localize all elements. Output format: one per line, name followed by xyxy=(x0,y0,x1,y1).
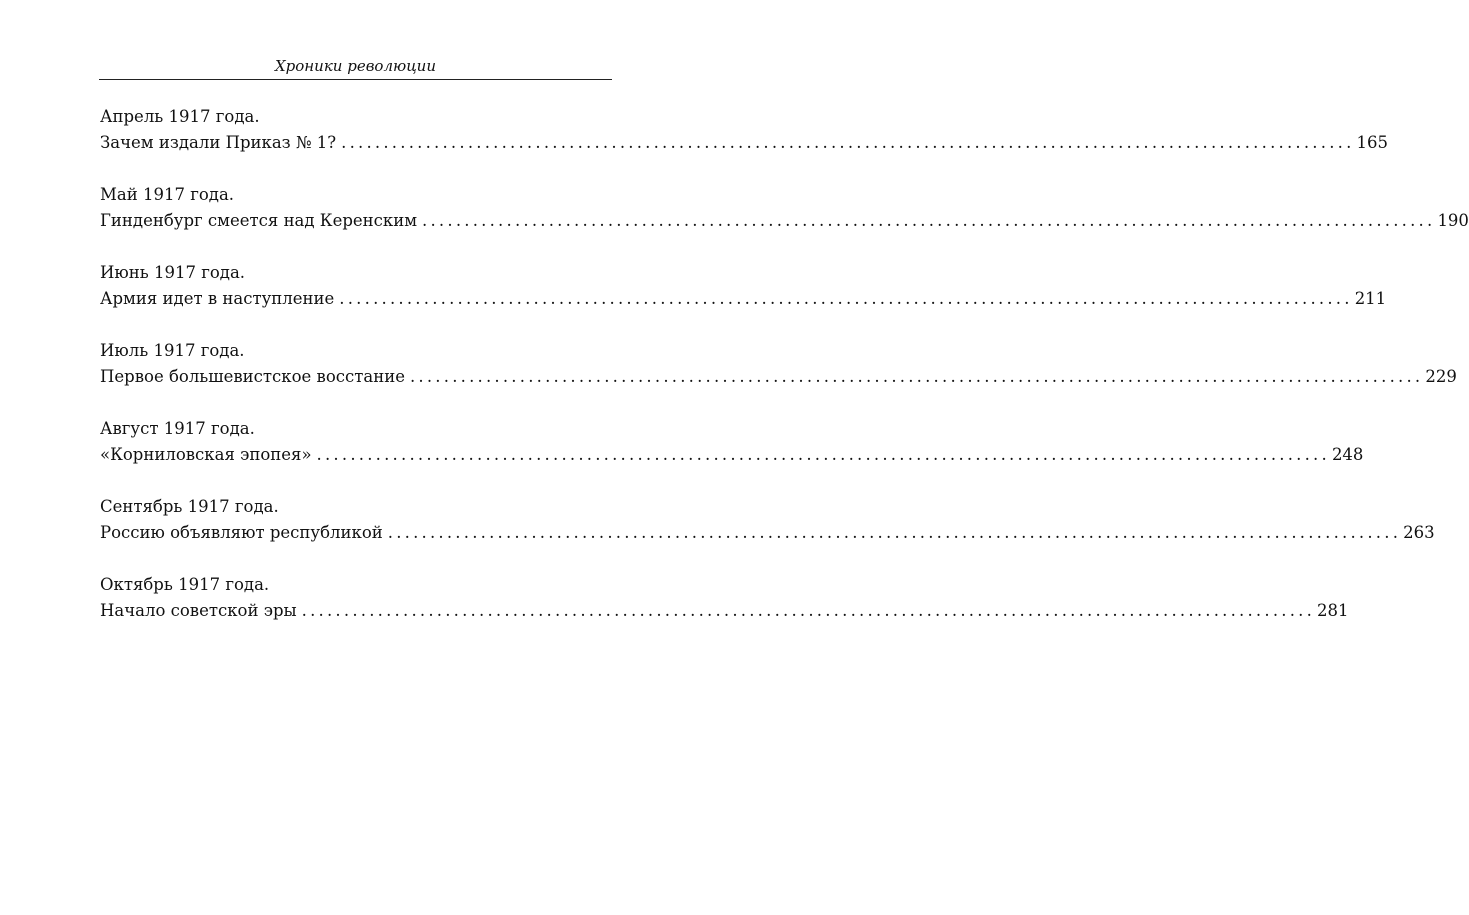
toc-entry xyxy=(100,494,1435,572)
toc-entry xyxy=(100,260,1387,338)
toc-dot-leader: ........................................................................................................................ xyxy=(316,445,1330,464)
toc-chapter-title: «Корниловская эпопея» xyxy=(100,445,312,464)
toc-chapter-title: Начало советской эры xyxy=(100,601,297,620)
toc-month: Октябрь 1917 года. xyxy=(100,575,270,594)
toc-dot-leader: ........................................................................................................................ xyxy=(409,367,1424,386)
toc-page-number: 211 xyxy=(1354,289,1387,308)
toc-row xyxy=(100,442,1364,468)
toc-dot-leader: ........................................................................................................................ xyxy=(301,601,1316,620)
toc-dot-leader: ........................................................................................................................ xyxy=(339,289,1353,308)
toc-dot-leader: ........................................................................................................................ xyxy=(341,133,1355,152)
toc-page-number: 165 xyxy=(1356,133,1389,152)
toc-page-number: 281 xyxy=(1317,601,1349,620)
toc-month: Сентябрь 1917 года. xyxy=(100,497,279,516)
toc-dot-leader: ........................................................................................................................ xyxy=(422,211,1436,230)
toc-chapter-title: Первое большевистское восстание xyxy=(100,367,405,386)
running-header: Хроники революции xyxy=(274,57,437,75)
toc-chapter-title: Зачем издали Приказ № 1? xyxy=(100,133,337,152)
toc-entry xyxy=(100,182,1469,260)
toc-page-number: 263 xyxy=(1403,523,1435,542)
toc-row xyxy=(100,520,1435,546)
toc-page-number: 248 xyxy=(1331,445,1364,464)
toc-chapter-title: Армия идет в наступление xyxy=(100,289,335,308)
toc-entry xyxy=(100,416,1364,494)
toc-month: Июнь 1917 года. xyxy=(100,263,246,282)
toc-page-number: 229 xyxy=(1425,367,1457,386)
toc-entry xyxy=(100,338,1457,416)
toc-entry xyxy=(100,104,1389,182)
toc-row xyxy=(100,364,1457,390)
toc-chapter-title: Россию объявляют республикой xyxy=(100,523,383,542)
toc-month: Апрель 1917 года. xyxy=(100,107,260,126)
header-rule xyxy=(99,79,612,80)
toc-page-number: 190 xyxy=(1437,211,1469,230)
toc-row xyxy=(100,598,1349,624)
toc-month: Август 1917 года. xyxy=(100,419,255,438)
toc-row xyxy=(100,286,1387,312)
toc-month: Май 1917 года. xyxy=(100,185,235,204)
table-of-contents xyxy=(100,104,1469,650)
toc-dot-leader: ........................................................................................................................ xyxy=(387,523,1402,542)
toc-month: Июль 1917 года. xyxy=(100,341,245,360)
toc-row xyxy=(100,130,1389,156)
toc-entry xyxy=(100,572,1349,650)
toc-chapter-title: Гинденбург смеется над Керенским xyxy=(100,211,418,230)
toc-row xyxy=(100,208,1469,234)
